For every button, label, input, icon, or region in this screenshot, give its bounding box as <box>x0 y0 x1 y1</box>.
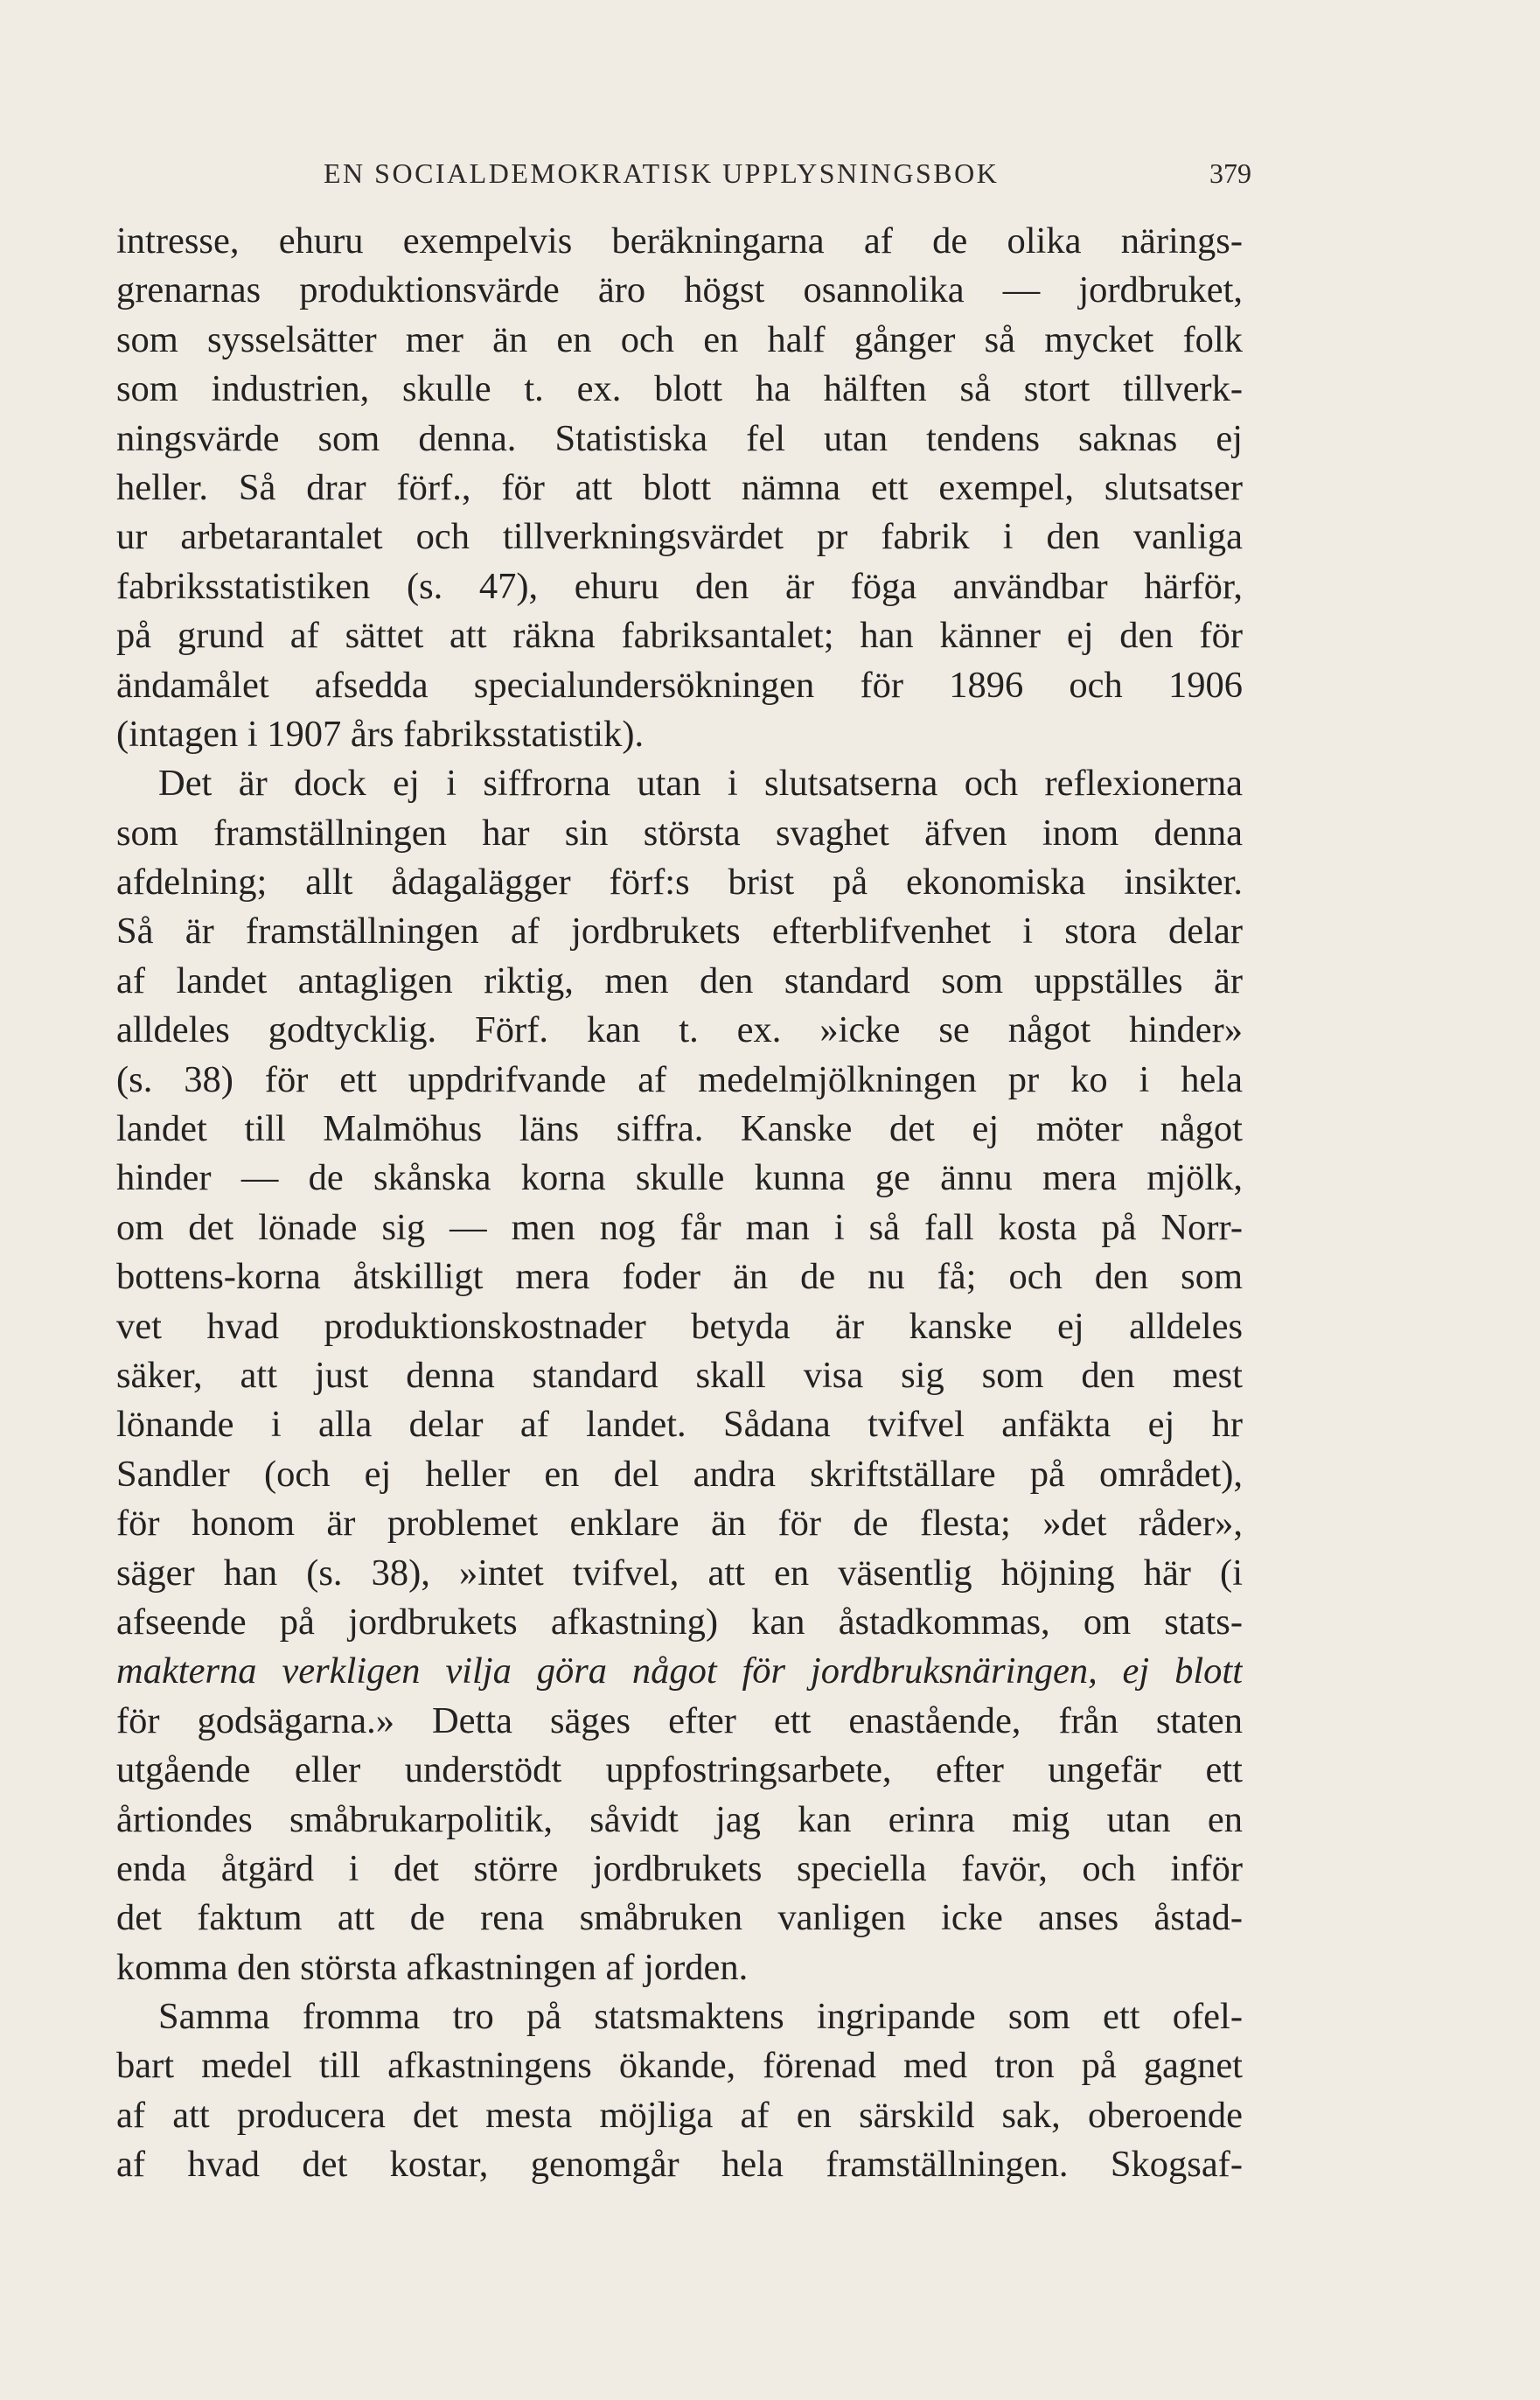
text-line: makterna verkligen vilja göra något för jordbruksnäringen, ej blott <box>116 1650 1243 1692</box>
text-line: af landet antagligen riktig, men den standard som uppställes är <box>116 959 1243 1001</box>
text-line: ändamålet afsedda specialundersökningen för 1896 och 1906 <box>116 664 1243 706</box>
text-line: ningsvärde som denna. Statistiska fel utan tendens saknas ej <box>116 417 1243 459</box>
text-line: som industrien, skulle t. ex. blott ha hälften så stort tillverk- <box>116 368 1243 410</box>
text-line: landet till Malmöhus läns siffra. Kanske det ej möter något <box>116 1108 1243 1150</box>
text-line: vet hvad produktionskostnader betyda är kanske ej alldeles <box>116 1305 1243 1347</box>
text-line: (s. 38) för ett uppdrifvande af medelmjölkningen pr ko i hela <box>116 1058 1243 1100</box>
text-line: bart medel till afkastningens ökande, förenad med tron på gagnet <box>116 2045 1243 2087</box>
page-number: 379 <box>1209 157 1251 189</box>
text-line: alldeles godtycklig. Förf. kan t. ex. »icke se något hinder» <box>116 1009 1243 1051</box>
text-line: heller. Så drar förf., för att blott nämna ett exempel, slutsatser <box>116 466 1243 508</box>
text-line: hinder — de skånska korna skulle kunna ge ännu mera mjölk, <box>116 1157 1243 1199</box>
text-line: intresse, ehuru exempelvis beräkningarna af de olika närings- <box>116 220 1243 262</box>
text-line: som sysselsätter mer än en och en half gånger så mycket folk <box>116 318 1243 360</box>
text-line: komma den största afkastningen af jorden. <box>116 1946 749 1988</box>
running-header <box>324 157 1251 201</box>
text-line: afdelning; allt ådagalägger förf:s brist på ekonomiska insikter. <box>116 862 1243 903</box>
text-line: Sandler (och ej heller en del andra skriftställare på området), <box>116 1453 1243 1495</box>
text-line: säker, att just denna standard skall visa sig som den mest <box>116 1354 1243 1396</box>
text-line: enda åtgärd i det större jordbrukets speciella favör, och inför <box>116 1847 1243 1889</box>
text-line: (intagen i 1907 års fabriksstatistik). <box>116 713 645 755</box>
text-line: för honom är problemet enklare än för de flesta; »det råder», <box>116 1503 1243 1545</box>
text-line: för godsägarna.» Detta säges efter ett enastående, från staten <box>116 1699 1243 1741</box>
text-line: Det är dock ej i siffrorna utan i slutsatserna och reflexionerna <box>158 763 1243 805</box>
body-text <box>116 217 1243 2190</box>
text-line: Samma fromma tro på statsmaktens ingripande som ett ofel- <box>158 1996 1243 2038</box>
text-line: utgående eller understödt uppfostringsarbete, efter ungefär ett <box>116 1749 1243 1791</box>
running-title: EN SOCIALDEMOKRATISK UPPLYSNINGSBOK <box>324 157 1000 189</box>
text-line: fabriksstatistiken (s. 47), ehuru den är föga användbar härför, <box>116 565 1243 607</box>
text-line: om det lönade sig — men nog får man i så fall kosta på Norr- <box>116 1206 1243 1248</box>
text-line: som framställningen har sin största svaghet äfven inom denna <box>116 812 1243 854</box>
text-line: af att producera det mesta möjliga af en särskild sak, oberoende <box>116 2094 1243 2136</box>
text-line: bottens-korna åtskilligt mera foder än de nu få; och den som <box>116 1256 1243 1298</box>
text-line: årtiondes småbrukarpolitik, såvidt jag kan erinra mig utan en <box>116 1798 1243 1840</box>
text-line: det faktum att de rena småbruken vanligen icke anses åstad- <box>116 1897 1243 1939</box>
text-line: lönande i alla delar af landet. Sådana tvifvel anfäkta ej hr <box>116 1404 1243 1446</box>
text-line: ur arbetarantalet och tillverkningsvärdet pr fabrik i den vanliga <box>116 516 1243 558</box>
text-line: grenarnas produktionsvärde äro högst osannolika — jordbruket, <box>116 269 1243 311</box>
text-line: säger han (s. 38), »intet tvifvel, att en väsentlig höjning här (i <box>116 1552 1243 1594</box>
text-line: Så är framställningen af jordbrukets efterblifvenhet i stora delar <box>116 910 1243 952</box>
text-line: afseende på jordbrukets afkastning) kan åstadkommas, om stats- <box>116 1601 1243 1643</box>
text-line: af hvad det kostar, genomgår hela framställningen. Skogsaf- <box>116 2144 1243 2186</box>
text-line: på grund af sättet att räkna fabriksantalet; han känner ej den för <box>116 615 1243 657</box>
